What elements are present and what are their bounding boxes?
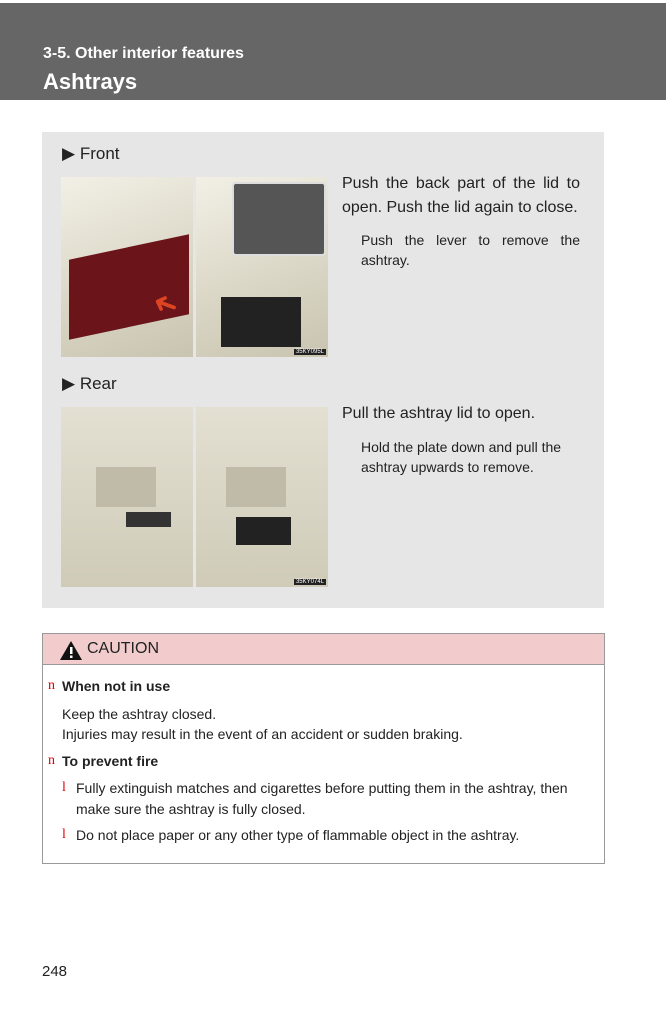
front-lid-image [61, 177, 193, 357]
image-code: 35KY074L [295, 579, 324, 585]
caution-title: CAUTION [87, 640, 159, 657]
section-title: 3-5. Other interior features [43, 45, 244, 62]
bullet: n [48, 753, 55, 768]
front-ashtray-image [196, 177, 328, 357]
triangle-right-icon: ▶ [62, 374, 76, 393]
front-sub-instruction: Push the lever to remove the ashtray. [361, 232, 580, 268]
detail-inset [232, 182, 326, 256]
instruction-panel [42, 132, 604, 608]
rear-instruction: Pull the ashtray lid to open. [342, 405, 536, 422]
vent [96, 467, 156, 507]
rear-ashtray-image [196, 407, 328, 587]
rear-heading: ▶ Rear [62, 374, 117, 393]
bullet: n [48, 678, 55, 693]
warning-icon [59, 640, 83, 661]
ashtray [236, 517, 291, 545]
caution-text: Keep the ashtray closed. [62, 706, 217, 722]
front-instruction: Push the back part of the lid to open. Push the lid again to close. [342, 175, 580, 216]
image-code: 35KY095L [295, 349, 324, 355]
ashtray [221, 297, 301, 347]
sub-bullet: l [62, 780, 66, 795]
rear-lid-image [61, 407, 193, 587]
page-header [0, 3, 666, 100]
triangle-right-icon: ▶ [62, 144, 76, 163]
caution-item: Do not place paper or any other type of flammable object in the ashtray. [76, 827, 520, 843]
page-title: Ashtrays [43, 69, 138, 94]
caution-heading: When not in use [62, 678, 171, 694]
rear-sub-instruction: Hold the plate down and pull the ashtray upwards to remove. [361, 439, 562, 475]
red-arrow-icon: ➜ [148, 284, 184, 325]
front-heading: ▶ Front [62, 144, 120, 163]
sub-bullet: l [62, 827, 66, 842]
caution-box [42, 633, 605, 864]
caution-header [43, 634, 604, 665]
caution-item: Fully extinguish matches and cigarettes before putting them in the ashtray, then make sure the ashtray is fully closed. [76, 780, 568, 817]
caution-text: Injuries may result in the event of an accident or sudden braking. [62, 726, 463, 742]
vent [226, 467, 286, 507]
page-number: 248 [42, 963, 68, 980]
ashtray-lid [126, 512, 171, 527]
caution-heading: To prevent fire [62, 753, 159, 769]
